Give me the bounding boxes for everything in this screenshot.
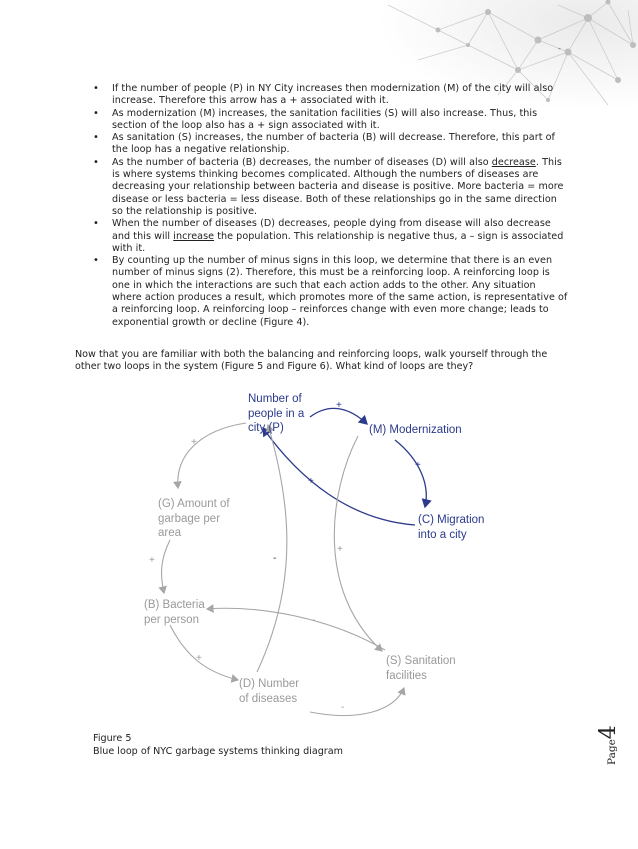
- bullet-text: . This is where systems thinking becomes complicated. Although the numbers of diseases are decreasing your relationship between bacteria and disease is positive. More bacteria = more disease or less bacteria = less disease. Both of these relationships go in the same direction so the relationship is positive.: [112, 156, 564, 217]
- diagram-arrows: [0, 380, 638, 720]
- arrow-modernization-to-migration: [395, 440, 426, 507]
- arrow-diseases-to-sanitation: [310, 688, 404, 716]
- node-sanitation: (S) Sanitation facilities: [386, 655, 456, 682]
- bullet-item: [93, 132, 568, 157]
- node-garbage: (G) Amount of garbage per area: [158, 498, 230, 539]
- page-number: [596, 715, 622, 765]
- bullet-text: the population. This relationship is negative thus, a – sign is associated with it.: [112, 230, 564, 254]
- sign-d-to-p: -: [273, 553, 277, 564]
- sign-s-to-b: -: [312, 615, 316, 626]
- arrow-diseases-to-people: [257, 425, 287, 672]
- underlined-text: decrease: [491, 156, 536, 168]
- figure-caption-text: Blue loop of NYC garbage systems thinking diagram: [93, 745, 343, 757]
- bullet-text: When the number of diseases (D) decreases, people dying from disease will also decrease and this will: [112, 218, 551, 242]
- bullet-list: [93, 83, 568, 329]
- underlined-text: increase: [173, 230, 215, 242]
- bullet-text: By counting up the number of minus signs in this loop, we determine that there is an even number of minus signs (2). Therefore, this must be a reinforcing loop. A reinforcing loop is one in which the interactions are such that each action adds to the other. Any situation where action produces a result, which promotes more of the same action, is representative of a reinforcing loop. A reinforcing loop – reinforces change with even more change; leads to exponential growth or decline (Figure 4).: [112, 255, 568, 328]
- figure-caption: [93, 733, 343, 758]
- arrow-people-to-garbage: [178, 423, 246, 488]
- bullet-text: As modernization (M) increases, the sanitation facilities (S) will also increase. Thus, this section of the loop also has a + sign associated with it.: [112, 107, 538, 131]
- node-bacteria: (B) Bacteria per person: [144, 599, 205, 626]
- sign-b-to-d: +: [196, 653, 202, 664]
- node-diseases: (D) Number of diseases: [239, 678, 300, 705]
- arrow-bacteria-to-diseases: [170, 625, 238, 680]
- node-people: Number of people in a city (P): [248, 393, 305, 434]
- sign-p-to-g: +: [191, 437, 197, 448]
- figure-caption-title: Figure 5: [93, 733, 132, 744]
- bullet-item: [93, 83, 568, 108]
- bullet-item: [93, 108, 568, 133]
- bullet-text: As sanitation (S) increases, the number of bacteria (B) will decrease. Therefore, this part of the loop has a negative relationship.: [112, 132, 555, 156]
- systems-thinking-diagram: [0, 380, 638, 720]
- sign-p-to-m: +: [336, 400, 342, 411]
- sign-m-to-c: +: [415, 460, 421, 471]
- sign-g-to-b: +: [149, 555, 155, 566]
- node-migration: (C) Migration into a city: [418, 514, 485, 541]
- page-number-value: 4: [596, 725, 621, 740]
- sign-m-to-s: +: [337, 544, 343, 555]
- arrow-sanitation-to-bacteria: [207, 608, 385, 650]
- bullet-text: If the number of people (P) in NY City increases then modernization (M) of the city will also increase. Therefore this arrow has a + associated with it.: [112, 83, 554, 107]
- corner-mark: -: [558, 44, 561, 53]
- arrow-garbage-to-bacteria: [162, 540, 170, 593]
- sign-d-to-s: -: [341, 702, 345, 713]
- bullet-item: [93, 157, 568, 218]
- intro-paragraph: Now that you are familiar with both the balancing and reinforcing loops, walk yourself through the other two loops in the system (Figure 5 and Figure 6). What kind of loops are they?: [75, 349, 548, 373]
- node-modernization: (M) Modernization: [369, 424, 462, 436]
- bullet-text: As the number of bacteria (B) decreases, the number of diseases (D) will also: [112, 156, 492, 168]
- bullet-item: [93, 218, 568, 255]
- bullet-item: [93, 255, 568, 329]
- sign-c-to-p: +: [308, 476, 314, 487]
- page-number-word: Page: [606, 739, 618, 765]
